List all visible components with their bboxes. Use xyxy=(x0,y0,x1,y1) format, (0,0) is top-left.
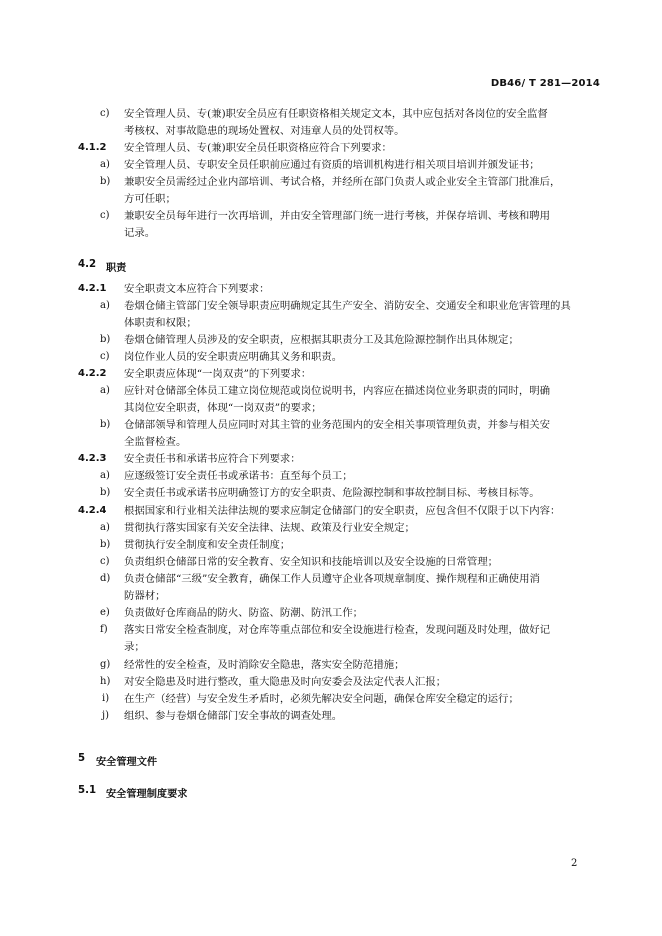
list-label: i) xyxy=(102,693,110,704)
list-label: a) xyxy=(100,470,110,481)
list-item-text: 安全管理人员、专(兼)职安全员应有任职资格相关规定文本，其中应包括对各岗位的安全监督 xyxy=(124,108,548,120)
list-item-text: 应针对仓储部全体员工建立岗位规范或岗位说明书，内容应在描述岗位业务职责的同时，明确 xyxy=(124,385,551,397)
list-label: b) xyxy=(100,487,111,498)
section-title: 职责 xyxy=(106,263,127,274)
list-label: a) xyxy=(100,300,110,311)
list-label: a) xyxy=(100,159,110,170)
list-label: b) xyxy=(100,539,111,550)
section-number: 4.2 xyxy=(78,259,97,270)
list-item-text: 对安全隐患及时进行整改，重大隐患及时向安委会及法定代表人汇报； xyxy=(124,676,447,688)
clause-number: 4.1.2 xyxy=(78,142,107,153)
list-item-text: 其岗位安全职责，体现“一岗双责”的要求； xyxy=(124,402,322,414)
list-label: g) xyxy=(100,659,111,670)
list-item-text: 负责仓储部“三级”安全教育，确保工作人员遵守企业各项规章制度、操作规程和正确使用消 xyxy=(124,573,540,585)
list-label: b) xyxy=(100,334,111,345)
page-number: 2 xyxy=(571,858,578,869)
list-item-text: 兼职安全员需经过企业内部培训、考试合格，并经所在部门负责人或企业安全主管部门批准后， xyxy=(124,176,561,188)
list-item-text: 负责组织仓储部日常的安全教育、安全知识和技能培训以及安全设施的日常管理； xyxy=(124,556,499,568)
clause-text: 安全责任书和承诺书应符合下列要求： xyxy=(124,453,301,465)
list-label: h) xyxy=(100,676,111,687)
list-item-text: 经常性的安全检查，及时消除安全隐患，落实安全防范措施； xyxy=(124,659,405,671)
section-title: 安全管理制度要求 xyxy=(106,789,188,800)
list-label: j) xyxy=(102,710,110,721)
list-label: b) xyxy=(100,419,111,430)
section-title: 安全管理文件 xyxy=(96,757,158,768)
list-item-text: 方可任职； xyxy=(124,193,176,205)
list-label: b) xyxy=(100,176,111,187)
document-id: DB46/ T 281—2014 xyxy=(490,78,600,89)
list-item-text: 仓储部领导和管理人员应同时对其主管的业务范围内的安全相关事项管理负责，并参与相关安 xyxy=(124,419,551,431)
list-label: e) xyxy=(100,607,110,618)
list-item-text: 负责做好仓库商品的防火、防盗、防潮、防汛工作； xyxy=(124,607,363,619)
list-item-text: 贯彻执行落实国家有关安全法律、法规、政策及行业安全规定； xyxy=(124,522,415,534)
list-item-text: 组织、参与卷烟仓储部门安全事故的调查处理。 xyxy=(124,710,343,722)
list-label: c) xyxy=(100,556,110,567)
list-item-text: 岗位作业人员的安全职责应明确其义务和职责。 xyxy=(124,351,343,363)
list-item-text: 体职责和权限； xyxy=(124,317,197,329)
list-item-text: 安全责任书或承诺书应明确签订方的安全职责、危险源控制和事故控制目标、考核目标等。 xyxy=(124,487,540,499)
clause-number: 4.2.3 xyxy=(78,453,107,464)
list-label: f) xyxy=(100,624,108,635)
list-item-text: 贯彻执行安全制度和安全责任制度； xyxy=(124,539,291,551)
list-item-text: 落实日常安全检查制度，对仓库等重点部位和安全设施进行检查，发现问题及时处理，做好记 xyxy=(124,624,551,636)
list-item-text: 全监督检查。 xyxy=(124,436,187,448)
list-label: c) xyxy=(100,210,110,221)
list-item-text: 在生产（经营）与安全发生矛盾时，必须先解决安全问题，确保仓库安全稳定的运行； xyxy=(124,693,519,705)
clause-number: 4.2.1 xyxy=(78,283,107,294)
clause-text: 根据国家和行业相关法律法规的要求应制定仓储部门的安全职责，应包含但不仅限于以下内容： xyxy=(124,505,561,517)
list-item-text: 兼职安全员每年进行一次再培训，并由安全管理部门统一进行考核，并保存培训、考核和聘用 xyxy=(124,210,551,222)
list-label: d) xyxy=(100,573,111,584)
list-item-text: 防器材； xyxy=(124,590,166,602)
clause-text: 安全职责应体现“一岗双责”的下列要求： xyxy=(124,368,312,380)
list-label: a) xyxy=(100,385,110,396)
list-item-text: 应逐级签订安全责任书或承诺书：直至每个员工； xyxy=(124,470,353,482)
section-number: 5.1 xyxy=(78,785,97,796)
clause-number: 4.2.2 xyxy=(78,368,107,379)
list-item-text: 考核权、对事故隐患的现场处置权、对违章人员的处罚权等。 xyxy=(124,125,405,137)
list-item-text: 记录。 xyxy=(124,227,156,239)
list-item-text: 卷烟仓储主管部门安全领导职责应明确规定其生产安全、消防安全、交通安全和职业危害管理的具 xyxy=(124,300,571,312)
list-label: c) xyxy=(100,108,110,119)
clause-text: 安全管理人员、专(兼)职安全员任职资格应符合下列要求： xyxy=(124,142,392,154)
list-label: a) xyxy=(100,522,110,533)
list-item-text: 安全管理人员、专职安全员任职前应通过有资质的培训机构进行相关项目培训并颁发证书； xyxy=(124,159,540,171)
clause-text: 安全职责文本应符合下列要求： xyxy=(124,283,270,295)
list-item-text: 录； xyxy=(124,641,145,653)
list-item-text: 卷烟仓储管理人员涉及的安全职责，应根据其职责分工及其危险源控制作出具体规定； xyxy=(124,334,519,346)
clause-number: 4.2.4 xyxy=(78,505,107,516)
list-label: c) xyxy=(100,351,110,362)
section-number: 5 xyxy=(78,753,86,764)
